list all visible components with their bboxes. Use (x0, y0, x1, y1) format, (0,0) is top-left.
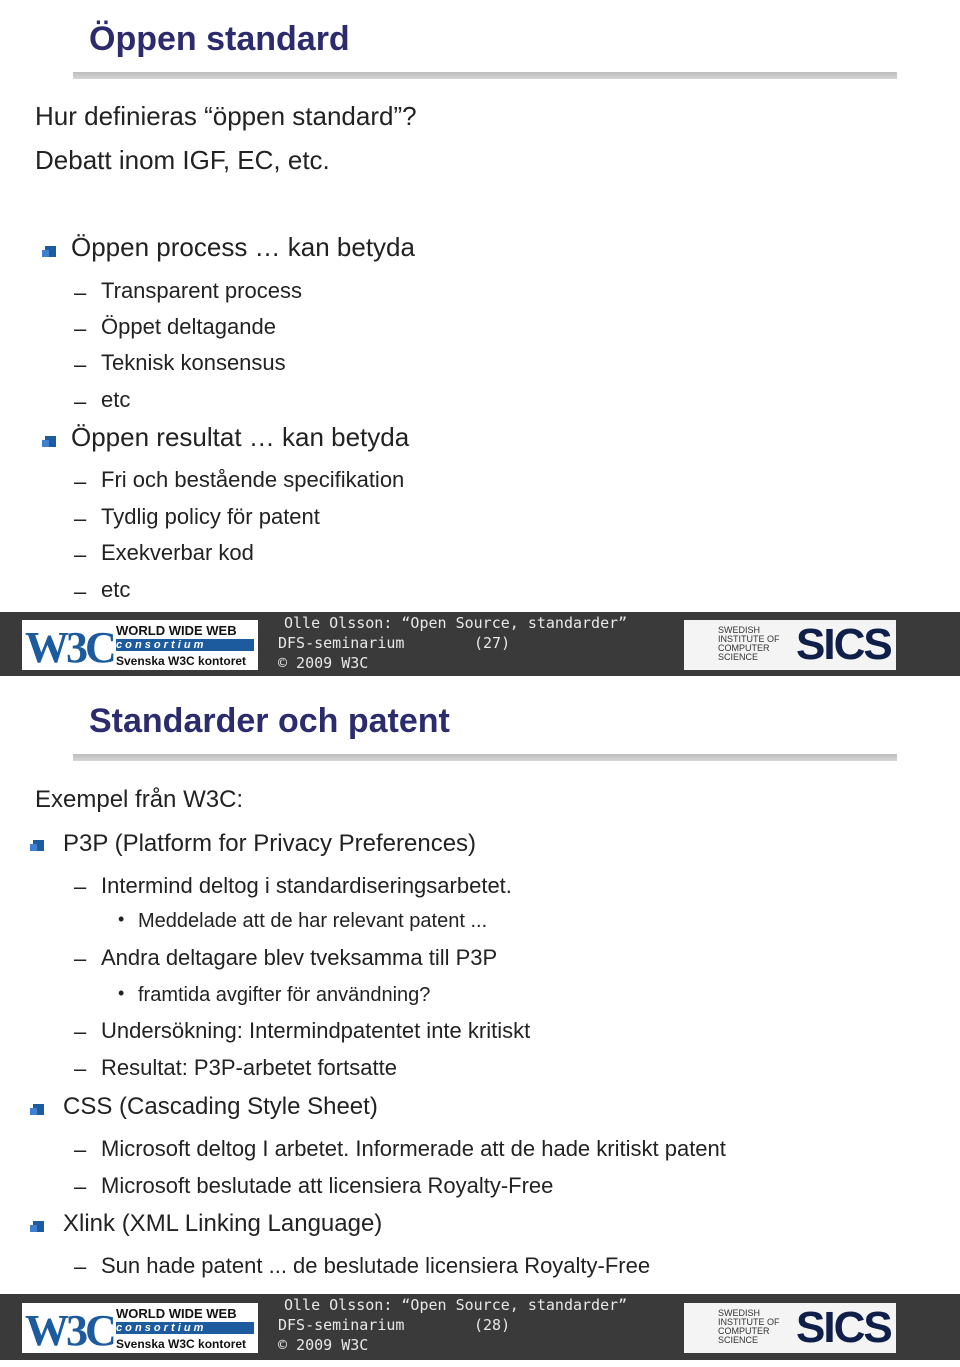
dash-icon: – (74, 316, 87, 341)
slide2-item-3: Xlink (XML Linking Language) (63, 1210, 383, 1237)
w3c-mark: W3C (25, 1306, 114, 1355)
sics-small-text: SWEDISH INSTITUTE OF COMPUTER SCIENCE (718, 1308, 780, 1345)
slide1-sub: Tydlig policy för patent (101, 504, 320, 529)
w3c-line2: c o n s o r t i u m (116, 1322, 254, 1334)
slide1-sub: etc (101, 577, 131, 602)
sics-logo (684, 620, 896, 670)
slide2-subsub: Meddelade att de har relevant patent ... (138, 910, 488, 932)
w3c-line1: WORLD WIDE WEB (116, 623, 237, 638)
square-bullet-icon (30, 1218, 44, 1232)
sics-big-text: SICS (796, 1303, 891, 1352)
slide1-sub: Öppet deltagande (101, 314, 276, 339)
slide1-sub: Exekverbar kod (101, 540, 254, 565)
dash-icon: – (74, 874, 87, 899)
slide2-subsub: framtida avgifter för användning? (138, 984, 431, 1006)
footer-seminar: DFS-seminarium (278, 634, 405, 652)
w3c-line3: Svenska W3C kontoret (116, 1337, 247, 1351)
dash-icon: – (74, 1019, 87, 1044)
footer-copyright: © 2009 W3C (278, 1336, 369, 1354)
sics-big-text: SICS (796, 620, 891, 669)
sics-logo (684, 1303, 896, 1353)
slide2-title-rule (73, 754, 897, 761)
dash-icon: – (74, 1174, 87, 1199)
square-bullet-icon (30, 1101, 44, 1115)
slide2-item-1: P3P (Platform for Privacy Preferences) (63, 830, 477, 857)
slide2-footer (0, 1294, 960, 1360)
slide2-title: Standarder och patent (89, 702, 450, 740)
slide2-sub: Microsoft beslutade att licensiera Royalty-Free (101, 1173, 554, 1198)
slide1-title: Öppen standard (89, 20, 350, 58)
slide2-item-2: CSS (Cascading Style Sheet) (63, 1093, 378, 1120)
slide1-sub: Teknisk konsensus (101, 350, 286, 375)
footer-copyright: © 2009 W3C (278, 654, 369, 672)
slide1-sub: etc (101, 387, 131, 412)
w3c-line2: c o n s o r t i u m (116, 639, 254, 651)
dash-icon: – (74, 946, 87, 971)
slide2-intro: Exempel från W3C: (35, 786, 244, 813)
dash-icon: – (74, 352, 87, 377)
w3c-line1: WORLD WIDE WEB (116, 1306, 237, 1321)
slide2-sub: Andra deltagare blev tveksamma till P3P (101, 945, 498, 970)
sics-small-text: SWEDISH INSTITUTE OF COMPUTER SCIENCE (718, 625, 780, 662)
dash-icon: – (74, 469, 87, 494)
square-bullet-icon (30, 837, 44, 851)
footer-author: Olle Olsson: “Open Source, standarder” (284, 614, 628, 632)
dot-bullet-icon: • (118, 909, 125, 929)
dot-bullet-icon: • (118, 983, 125, 1003)
dash-icon: – (74, 1056, 87, 1081)
footer-page: (28) (474, 1316, 511, 1334)
dash-icon: – (74, 389, 87, 414)
w3c-mark: W3C (25, 623, 114, 672)
slide2-sub: Sun hade patent ... de beslutade licensiera Royalty-Free (101, 1253, 651, 1278)
w3c-logo (22, 620, 258, 670)
slide2-sub: Undersökning: Intermindpatentet inte kritiskt (101, 1018, 531, 1043)
slide2-sub: Intermind deltog i standardiseringsarbetet. (101, 873, 512, 898)
slide1-sub: Fri och bestående specifikation (101, 467, 405, 492)
dash-icon: – (74, 1137, 87, 1162)
w3c-line3: Svenska W3C kontoret (116, 654, 247, 668)
dash-icon: – (74, 280, 87, 305)
slide1-footer (0, 612, 960, 676)
square-bullet-icon (42, 243, 56, 257)
slide1-title-rule (73, 72, 897, 79)
footer-page: (27) (474, 634, 511, 652)
dash-icon: – (74, 579, 87, 604)
w3c-logo (22, 1303, 258, 1353)
dash-icon: – (74, 1254, 87, 1279)
slide1-intro-2: Debatt inom IGF, EC, etc. (35, 145, 330, 175)
slide1-sub: Transparent process (101, 278, 302, 303)
square-bullet-icon (42, 433, 56, 447)
slide1-item-2: Öppen resultat … kan betyda (71, 422, 410, 452)
slide1-item-1: Öppen process … kan betyda (71, 232, 415, 262)
slide2-sub: Microsoft deltog I arbetet. Informerade att de hade kritiskt patent (101, 1136, 726, 1161)
slide1-intro-1: Hur definieras “öppen standard”? (35, 101, 417, 131)
footer-author: Olle Olsson: “Open Source, standarder” (284, 1296, 628, 1314)
slide2-sub: Resultat: P3P-arbetet fortsatte (101, 1055, 397, 1080)
dash-icon: – (74, 542, 87, 567)
footer-seminar: DFS-seminarium (278, 1316, 405, 1334)
dash-icon: – (74, 506, 87, 531)
